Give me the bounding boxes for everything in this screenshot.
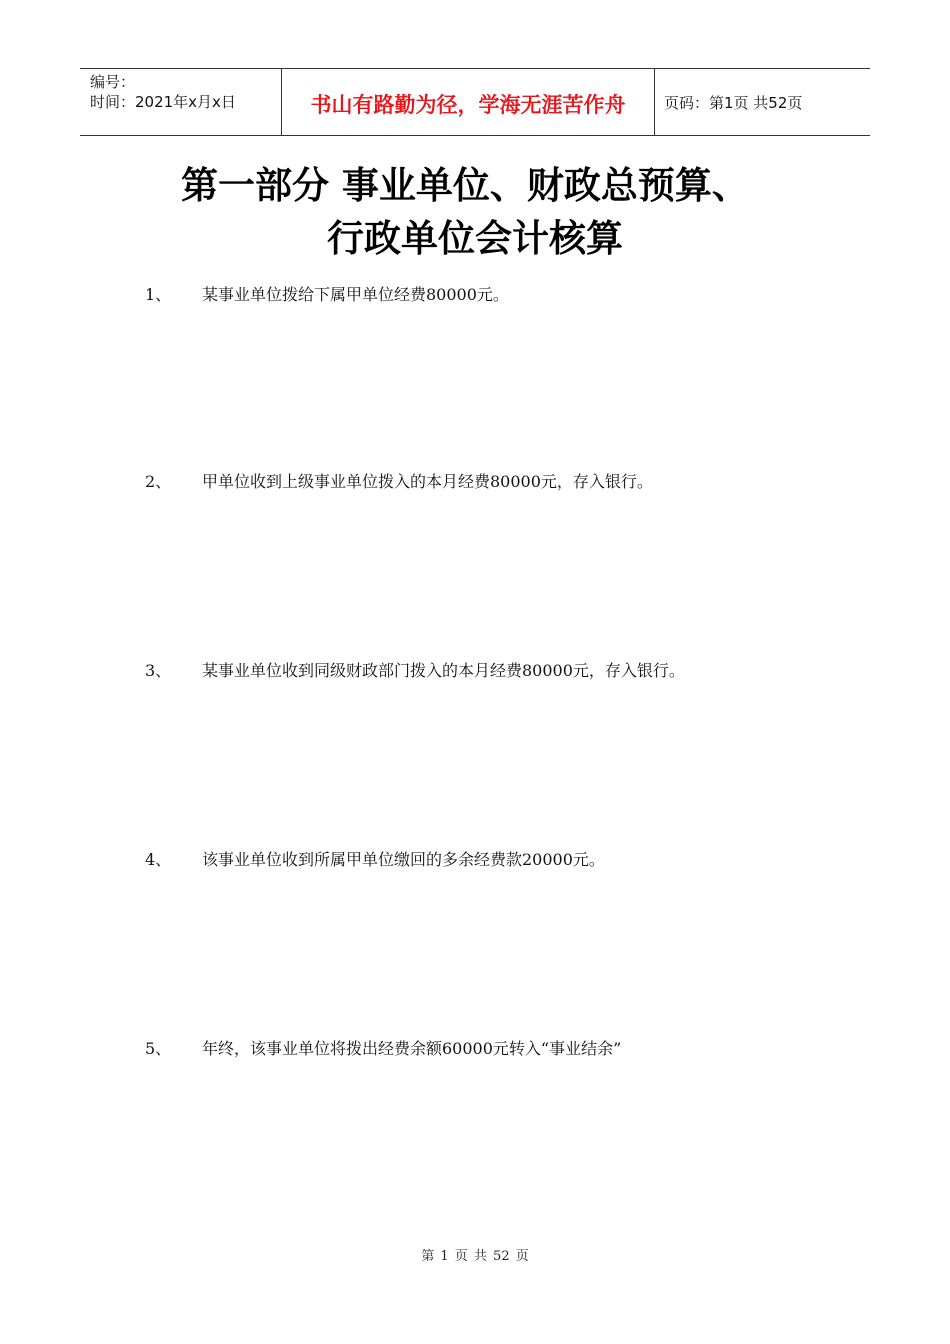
document-title-line-2: 行政单位会计核算 — [327, 217, 623, 260]
page-header — [80, 68, 870, 136]
question-item — [145, 1038, 621, 1060]
question-text: 某事业单位拨给下属甲单位经费80000元。 — [202, 285, 509, 304]
question-text: 年终，该事业单位将拨出经费余额60000元转入“事业结余” — [202, 1039, 622, 1058]
document-number-label: 编号： — [90, 73, 136, 91]
document-title-line-1: 第一部分 事业单位、财政总预算、 — [181, 164, 749, 207]
header-page-info: 页码：第1页 共52页 — [664, 93, 803, 112]
question-item — [145, 284, 509, 306]
question-item — [145, 660, 685, 682]
header-motto: 书山有路勤为径，学海无涯苦作舟 — [282, 69, 655, 135]
question-number: 2、 — [145, 472, 172, 491]
question-item — [145, 849, 605, 871]
question-number: 1、 — [145, 285, 172, 304]
question-number: 5、 — [145, 1039, 172, 1058]
question-text: 某事业单位收到同级财政部门拨入的本月经费80000元，存入银行。 — [202, 661, 685, 680]
question-number: 4、 — [145, 850, 172, 869]
question-number: 3、 — [145, 661, 172, 680]
question-text: 该事业单位收到所属甲单位缴回的多余经费款20000元。 — [202, 850, 605, 869]
document-date: 时间：2021年x月x日 — [90, 93, 236, 111]
page-footer: 第 1 页 共 52 页 — [421, 1249, 529, 1264]
header-meta — [80, 69, 282, 135]
question-text: 甲单位收到上级事业单位拨入的本月经费80000元，存入银行。 — [202, 472, 653, 491]
question-item — [145, 471, 653, 493]
